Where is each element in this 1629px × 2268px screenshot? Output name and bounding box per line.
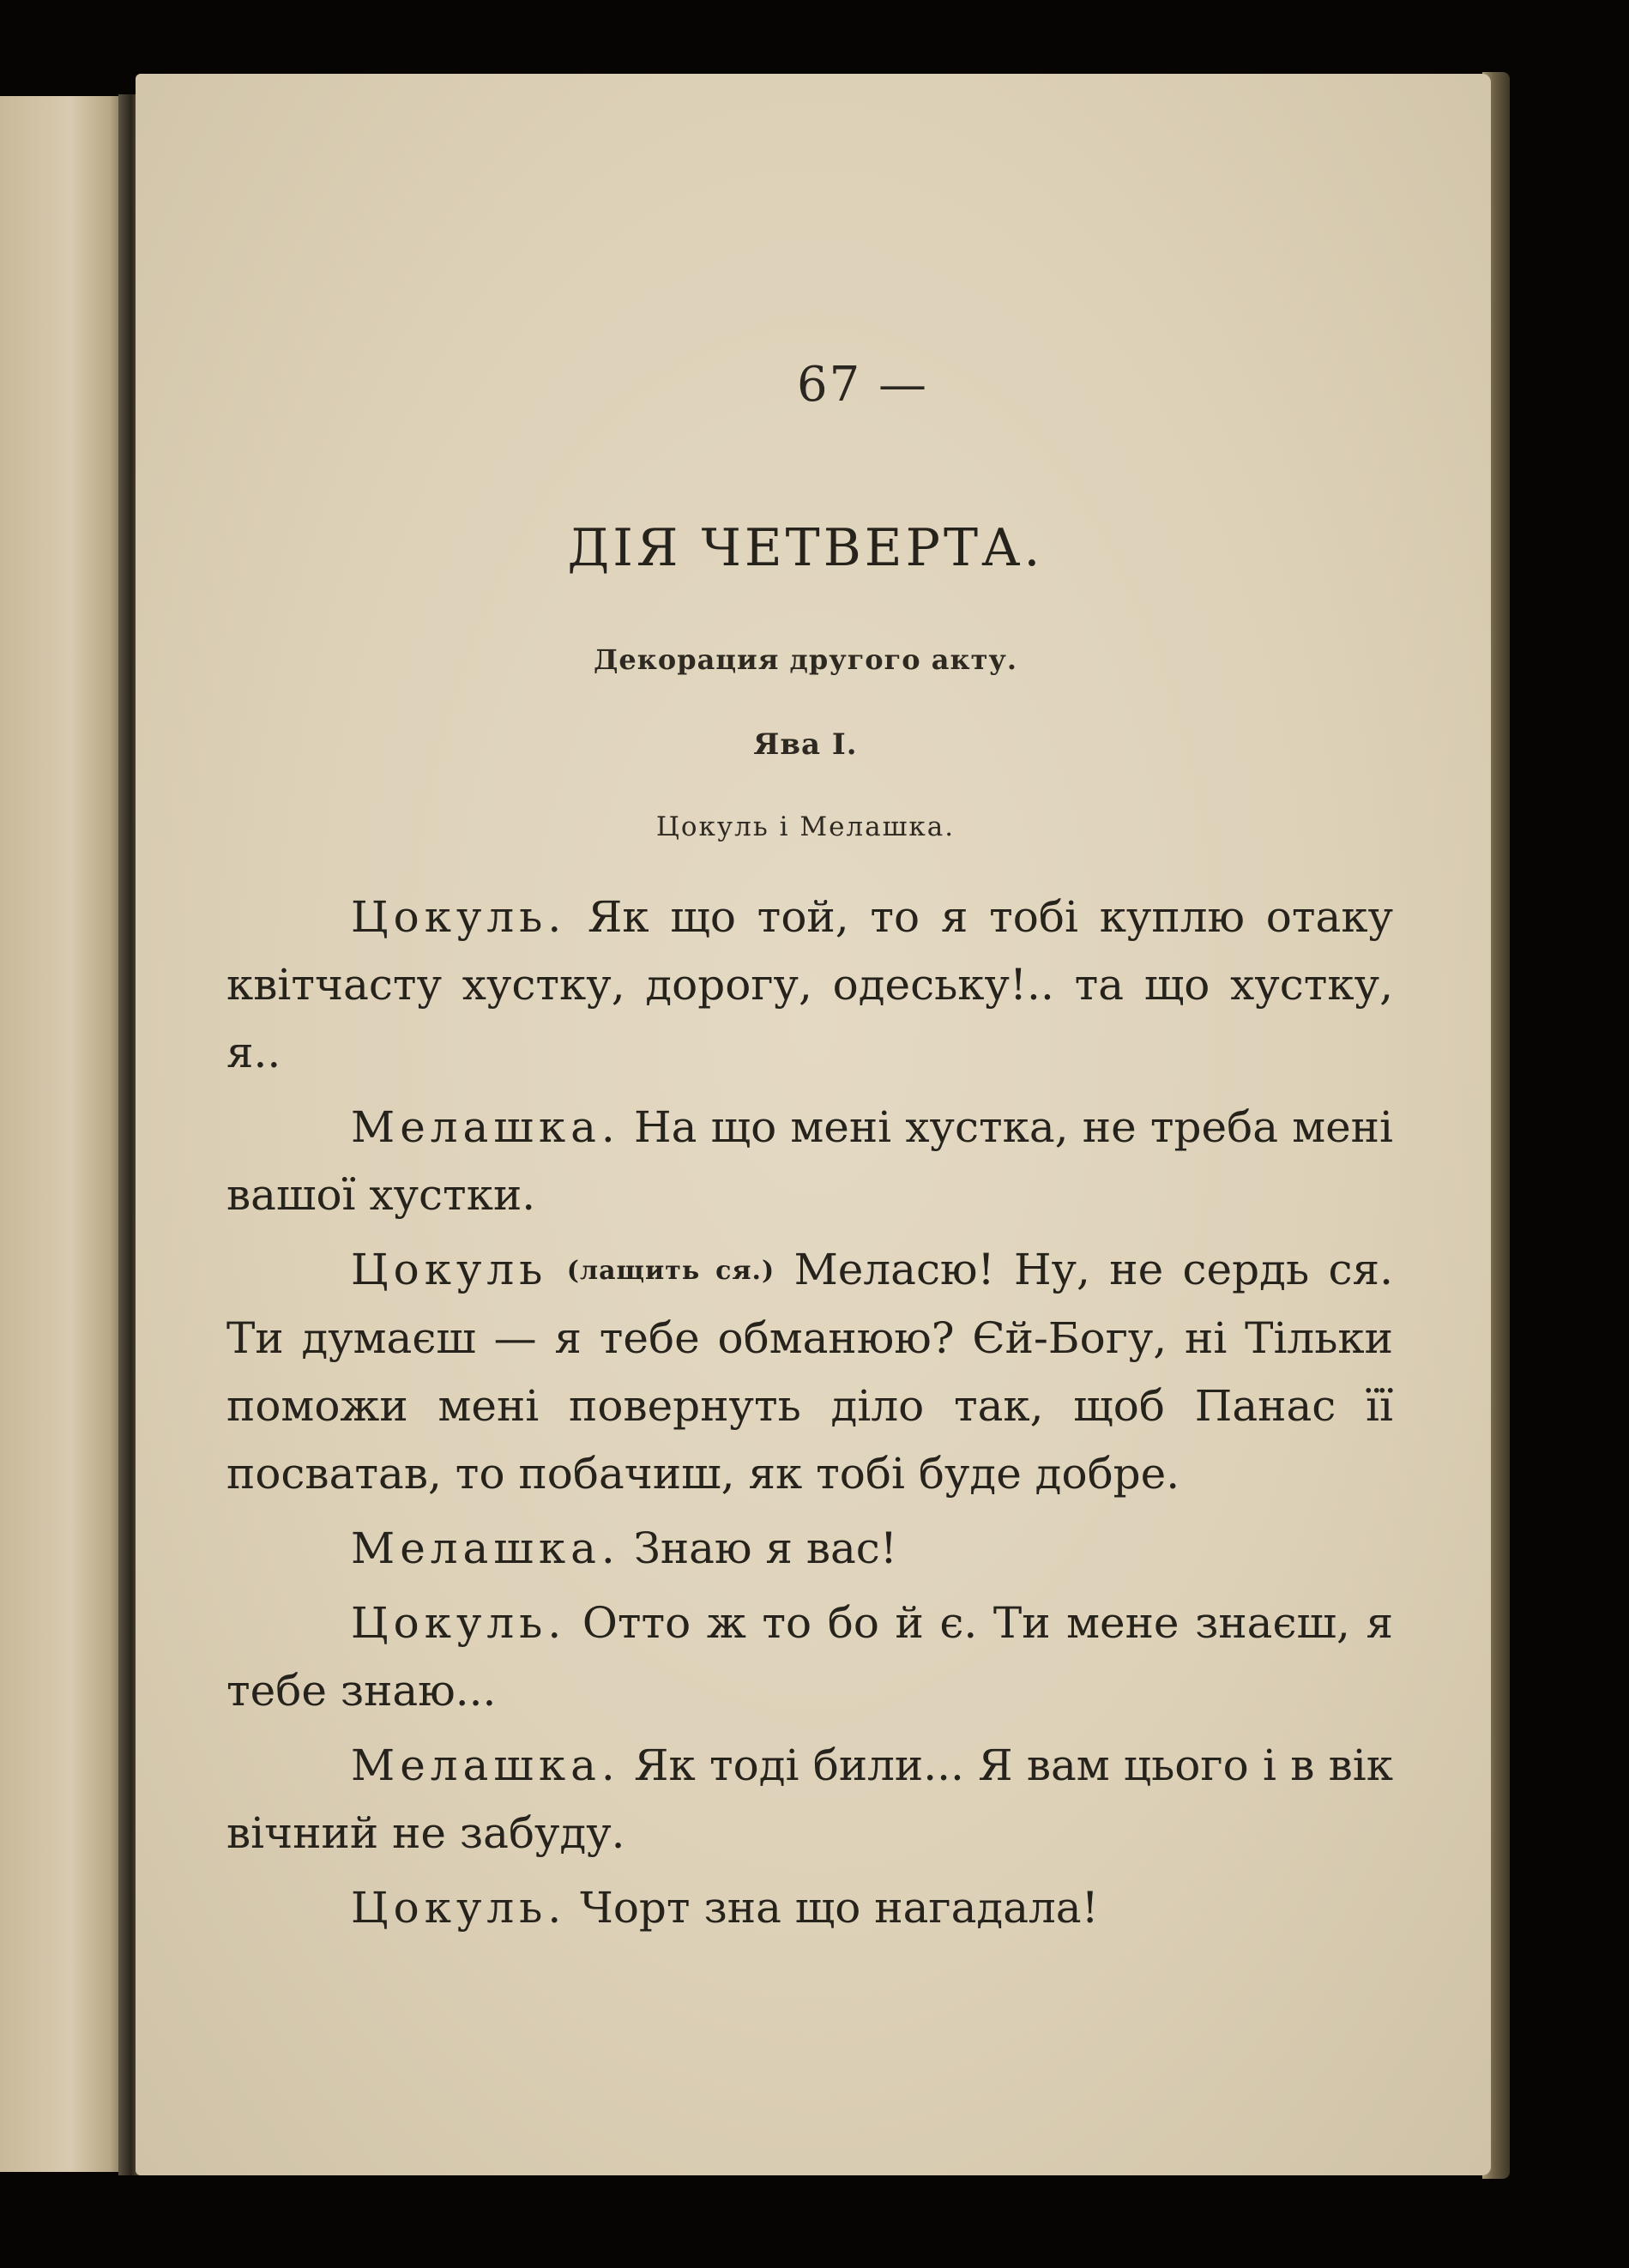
stage-direction: (лащить ся.) xyxy=(566,1256,775,1286)
speech-text: На що мені хустка, не треба мені вашої хустки. xyxy=(226,1102,1393,1220)
dialogue-line xyxy=(226,1236,1393,1508)
act-title: ДІЯ ЧЕТВЕРТА. xyxy=(567,518,1044,578)
speech-text: Чорт зна що нагадала! xyxy=(580,1883,1099,1933)
book-page xyxy=(136,74,1491,2175)
speaker-name: Мелашка. xyxy=(351,1740,620,1790)
dialogue-line xyxy=(226,1589,1393,1725)
dialogue-line xyxy=(226,1874,1393,1942)
speaker-name: Мелашка. xyxy=(351,1102,620,1152)
speech-text: Меласю! Ну, не сердь ся. Ти думаєш — я тебе обманюю? Єй-Богу, ні Тільки поможи мені повернуть діло так, щоб Панас її посватав, то побачиш, як тобі буде добре. xyxy=(226,1245,1393,1499)
speaker-name: Цокуль. xyxy=(351,1883,567,1933)
speaker-name: Цокуль xyxy=(351,1245,548,1294)
decoration-note: Декорация другого акту. xyxy=(593,643,1018,676)
dialogue-line xyxy=(226,1732,1393,1867)
dialogue-line xyxy=(226,1094,1393,1229)
page-number: 67 — xyxy=(797,357,929,413)
previous-page-edge xyxy=(0,96,129,2172)
dialogue-block xyxy=(226,884,1393,1949)
speaker-name: Цокуль. xyxy=(351,1598,567,1648)
scene-characters: Цокуль і Мелашка. xyxy=(655,811,956,842)
speaker-name: Мелашка. xyxy=(351,1523,620,1573)
speech-text: Отто ж то бо й є. Ти мене знаєш, я тебе знаю... xyxy=(226,1598,1393,1716)
speech-text: Як що той, то я тобі куплю отаку квітчасту хустку, дорогу, одеську!.. та що хустку, я.. xyxy=(226,892,1393,1077)
scene-heading: Ява І. xyxy=(753,727,858,762)
speaker-name: Цокуль. xyxy=(351,892,567,942)
dialogue-line xyxy=(226,1515,1393,1583)
speech-text: Знаю я вас! xyxy=(633,1523,897,1573)
speech-text: Як тоді били... Я вам цього і в вік вічний не забуду. xyxy=(226,1740,1393,1858)
dialogue-line xyxy=(226,884,1393,1087)
